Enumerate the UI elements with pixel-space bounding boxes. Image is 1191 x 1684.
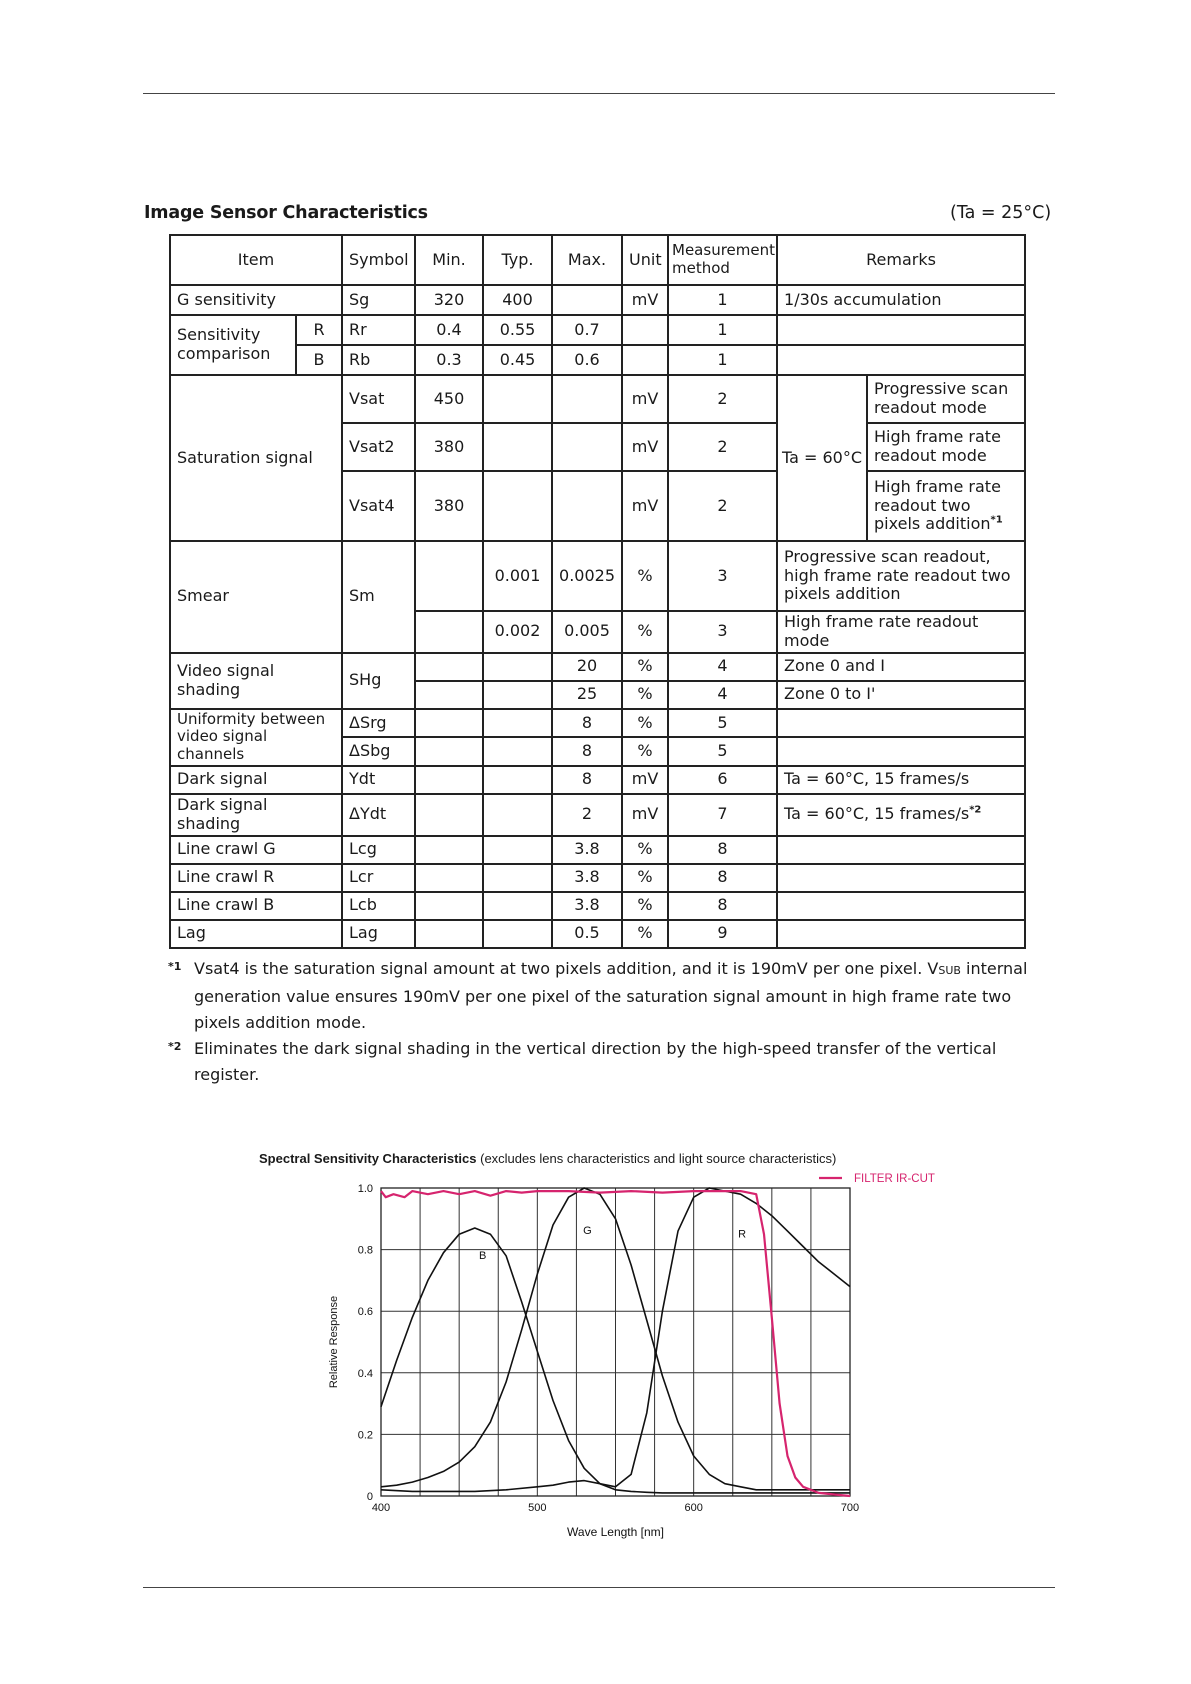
item-cell: Line crawl G — [170, 836, 342, 864]
typ-cell — [483, 709, 552, 738]
method-cell: 3 — [668, 611, 777, 653]
x-tick-label: 700 — [840, 1502, 860, 1514]
temperature-condition: (Ta = 25°C) — [950, 203, 1052, 223]
table-row — [170, 285, 1025, 315]
max-cell: 25 — [552, 681, 622, 709]
remarks-cell — [867, 471, 1025, 541]
symbol-cell: Vsat2 — [342, 423, 415, 471]
symbol-cell: Lag — [342, 920, 415, 948]
symbol-cell: Rb — [342, 345, 415, 375]
legend-label-ir-cut: FILTER IR-CUT — [854, 1173, 935, 1185]
header-max: Max. — [552, 235, 622, 285]
max-cell: 20 — [552, 653, 622, 681]
unit-cell: % — [622, 836, 668, 864]
min-cell: 380 — [415, 423, 483, 471]
method-cell: 1 — [668, 315, 777, 345]
unit-cell: % — [622, 737, 668, 766]
remarks-cell — [777, 920, 1025, 948]
typ-cell: 0.002 — [483, 611, 552, 653]
table-row — [170, 920, 1025, 948]
method-cell: 3 — [668, 541, 777, 611]
min-cell — [415, 892, 483, 920]
header-remarks: Remarks — [777, 235, 1025, 285]
header-symbol: Symbol — [342, 235, 415, 285]
method-cell: 2 — [668, 471, 777, 541]
item-cell: Line crawl B — [170, 892, 342, 920]
temperature-cond-cell: Ta = 60°C — [777, 375, 867, 541]
unit-cell: % — [622, 709, 668, 738]
x-tick-label: 400 — [371, 1502, 391, 1514]
max-cell — [552, 423, 622, 471]
typ-cell: 0.55 — [483, 315, 552, 345]
image-sensor-characteristics-table — [169, 234, 1026, 949]
typ-cell — [483, 471, 552, 541]
remarks-cell: High frame rate readout mode — [777, 611, 1025, 653]
max-cell: 0.5 — [552, 920, 622, 948]
symbol-cell: ΔYdt — [342, 794, 415, 836]
method-cell: 8 — [668, 864, 777, 892]
symbol-cell: Sm — [342, 541, 415, 653]
item-cell: Dark signal shading — [170, 794, 342, 836]
table-row — [170, 794, 1025, 836]
item-cell: Saturation signal — [170, 375, 342, 541]
symbol-cell: Sg — [342, 285, 415, 315]
unit-cell: mV — [622, 423, 668, 471]
typ-cell — [483, 653, 552, 681]
footnote-1 — [168, 956, 1028, 1036]
max-cell: 0.0025 — [552, 541, 622, 611]
remarks-cell — [777, 709, 1025, 738]
max-cell: 8 — [552, 766, 622, 794]
min-cell — [415, 920, 483, 948]
item-cell: Video signal shading — [170, 653, 342, 709]
remarks-cell — [777, 864, 1025, 892]
unit-cell: % — [622, 611, 668, 653]
x-tick-label: 600 — [684, 1502, 703, 1514]
symbol-cell: ΔSrg — [342, 709, 415, 738]
min-cell — [415, 681, 483, 709]
max-cell: 3.8 — [552, 864, 622, 892]
spectral-chart-title — [259, 1151, 836, 1166]
method-cell: 2 — [668, 375, 777, 423]
min-cell — [415, 709, 483, 738]
item-cell: Line crawl R — [170, 864, 342, 892]
y-tick-label: 0.6 — [357, 1306, 373, 1319]
table-header-row — [170, 235, 1025, 285]
header-item: Item — [170, 235, 342, 285]
unit-cell: % — [622, 920, 668, 948]
footnote-ref-2: *2 — [969, 804, 982, 816]
table-row — [170, 541, 1025, 611]
remarks-cell — [777, 836, 1025, 864]
unit-cell: mV — [622, 285, 668, 315]
unit-cell — [622, 315, 668, 345]
typ-cell — [483, 920, 552, 948]
table-row — [170, 653, 1025, 681]
remarks-cell: Zone 0 to Ⅰ' — [777, 681, 1025, 709]
symbol-cell: ΔSbg — [342, 737, 415, 766]
min-cell — [415, 737, 483, 766]
max-cell: 3.8 — [552, 836, 622, 864]
unit-cell: mV — [622, 375, 668, 423]
footnote-mark: *1 — [168, 960, 182, 973]
spectral-title-rest: (excludes lens characteristics and light source characteristics) — [476, 1151, 837, 1166]
footnote-mark: *2 — [168, 1040, 182, 1053]
footnote-text — [194, 956, 1028, 1036]
item-cell: G sensitivity — [170, 285, 342, 315]
method-cell: 4 — [668, 653, 777, 681]
max-cell — [552, 375, 622, 423]
min-cell — [415, 541, 483, 611]
header-typ: Typ. — [483, 235, 552, 285]
typ-cell — [483, 864, 552, 892]
table-row — [170, 315, 1025, 345]
method-cell: 7 — [668, 794, 777, 836]
max-cell: 2 — [552, 794, 622, 836]
symbol-cell: Vsat4 — [342, 471, 415, 541]
remarks-cell: Zone 0 and Ⅰ — [777, 653, 1025, 681]
item-cell: Dark signal — [170, 766, 342, 794]
typ-cell — [483, 892, 552, 920]
unit-cell: % — [622, 864, 668, 892]
remarks-text: High frame rate readout two pixels addition — [874, 476, 1001, 534]
spectral-title-bold: Spectral Sensitivity Characteristics — [259, 1151, 477, 1166]
footnote-2 — [168, 1036, 1028, 1088]
min-cell — [415, 864, 483, 892]
unit-cell: mV — [622, 766, 668, 794]
typ-cell — [483, 681, 552, 709]
symbol-cell: Lcb — [342, 892, 415, 920]
footnote-text-part: Vsat4 is the saturation signal amount at two pixels addition, and it is 190mV per one pixel. V — [194, 959, 939, 978]
header-unit: Unit — [622, 235, 668, 285]
max-cell — [552, 471, 622, 541]
remarks-cell: Progressive scan readout mode — [867, 375, 1025, 423]
table-row — [170, 766, 1025, 794]
max-cell: 8 — [552, 737, 622, 766]
method-cell: 1 — [668, 345, 777, 375]
remarks-cell: Progressive scan readout, high frame rate readout two pixels addition — [777, 541, 1025, 611]
item-cell: Sensitivity comparison — [170, 315, 296, 375]
typ-cell: 400 — [483, 285, 552, 315]
max-cell: 8 — [552, 709, 622, 738]
top-rule — [143, 93, 1055, 94]
footnotes — [168, 956, 1028, 1088]
min-cell: 380 — [415, 471, 483, 541]
series-label-g: G — [583, 1225, 592, 1238]
y-axis-label: Relative Response — [328, 1295, 340, 1389]
footnote-ref-1: *1 — [990, 515, 1003, 527]
y-tick-label: 1.0 — [357, 1183, 373, 1195]
min-cell — [415, 653, 483, 681]
max-cell: 0.005 — [552, 611, 622, 653]
typ-cell — [483, 836, 552, 864]
x-axis-label: Wave Length [nm] — [567, 1525, 664, 1539]
typ-cell — [483, 766, 552, 794]
y-tick-label: 0.8 — [357, 1244, 373, 1257]
min-cell: 0.3 — [415, 345, 483, 375]
table-row — [170, 864, 1025, 892]
remarks-text: Ta = 60°C, 15 frames/s — [784, 804, 970, 824]
method-cell: 6 — [668, 766, 777, 794]
remarks-cell — [777, 345, 1025, 375]
remarks-cell: 1/30s accumulation — [777, 285, 1025, 315]
method-cell: 9 — [668, 920, 777, 948]
method-cell: 2 — [668, 423, 777, 471]
symbol-cell: Ydt — [342, 766, 415, 794]
table-row — [170, 345, 1025, 375]
typ-cell — [483, 375, 552, 423]
section-title: Image Sensor Characteristics — [144, 203, 428, 223]
item-cell: Lag — [170, 920, 342, 948]
min-cell — [415, 794, 483, 836]
remarks-cell — [777, 892, 1025, 920]
table-row — [170, 892, 1025, 920]
item-cell: Uniformity between video signal channels — [170, 709, 342, 766]
typ-cell — [483, 737, 552, 766]
symbol-cell: Lcg — [342, 836, 415, 864]
unit-cell: % — [622, 892, 668, 920]
remarks-cell: High frame rate readout mode — [867, 423, 1025, 471]
method-cell: 5 — [668, 737, 777, 766]
series-label-r: R — [738, 1228, 747, 1241]
symbol-cell: Lcr — [342, 864, 415, 892]
y-tick-label: 0 — [366, 1491, 373, 1503]
series-label-b: B — [478, 1249, 487, 1262]
bottom-rule — [143, 1587, 1055, 1588]
method-cell: 5 — [668, 709, 777, 738]
y-tick-label: 0.4 — [357, 1367, 373, 1380]
method-cell: 8 — [668, 892, 777, 920]
table-row — [170, 836, 1025, 864]
header-min: Min. — [415, 235, 483, 285]
typ-cell: 0.45 — [483, 345, 552, 375]
max-cell: 0.6 — [552, 345, 622, 375]
remarks-cell: Ta = 60°C, 15 frames/s — [777, 766, 1025, 794]
x-tick-label: 500 — [528, 1502, 547, 1514]
item-cell: Smear — [170, 541, 342, 653]
table-row — [170, 375, 1025, 423]
min-cell: 450 — [415, 375, 483, 423]
footnote-text: Eliminates the dark signal shading in the vertical direction by the high-speed transfer of the vertical register. — [194, 1039, 997, 1084]
footnote-subscript: SUB — [938, 964, 961, 977]
method-cell: 1 — [668, 285, 777, 315]
max-cell: 3.8 — [552, 892, 622, 920]
unit-cell: % — [622, 681, 668, 709]
symbol-cell: SHg — [342, 653, 415, 709]
min-cell — [415, 836, 483, 864]
y-tick-label: 0.2 — [357, 1429, 373, 1442]
unit-cell: % — [622, 653, 668, 681]
symbol-cell: Rr — [342, 315, 415, 345]
method-cell: 4 — [668, 681, 777, 709]
remarks-cell — [777, 315, 1025, 345]
unit-cell — [622, 345, 668, 375]
unit-cell: % — [622, 541, 668, 611]
unit-cell: mV — [622, 794, 668, 836]
max-cell: 0.7 — [552, 315, 622, 345]
remarks-cell — [777, 737, 1025, 766]
unit-cell: mV — [622, 471, 668, 541]
spectral-sensitivity-chart — [300, 1170, 980, 1545]
sub-item-cell: R — [296, 315, 342, 345]
min-cell — [415, 611, 483, 653]
table-row — [170, 709, 1025, 738]
header-method: Measurement method — [668, 235, 777, 285]
method-cell: 8 — [668, 836, 777, 864]
typ-cell — [483, 423, 552, 471]
typ-cell — [483, 794, 552, 836]
footnote-text-part: internal generation value ensures 190mV per one pixel of the saturation signal amount in high frame rate two pixels addition mode. — [194, 959, 1028, 1032]
min-cell: 320 — [415, 285, 483, 315]
typ-cell: 0.001 — [483, 541, 552, 611]
remarks-cell — [777, 794, 1025, 836]
sub-item-cell: B — [296, 345, 342, 375]
max-cell — [552, 285, 622, 315]
min-cell — [415, 766, 483, 794]
symbol-cell: Vsat — [342, 375, 415, 423]
min-cell: 0.4 — [415, 315, 483, 345]
